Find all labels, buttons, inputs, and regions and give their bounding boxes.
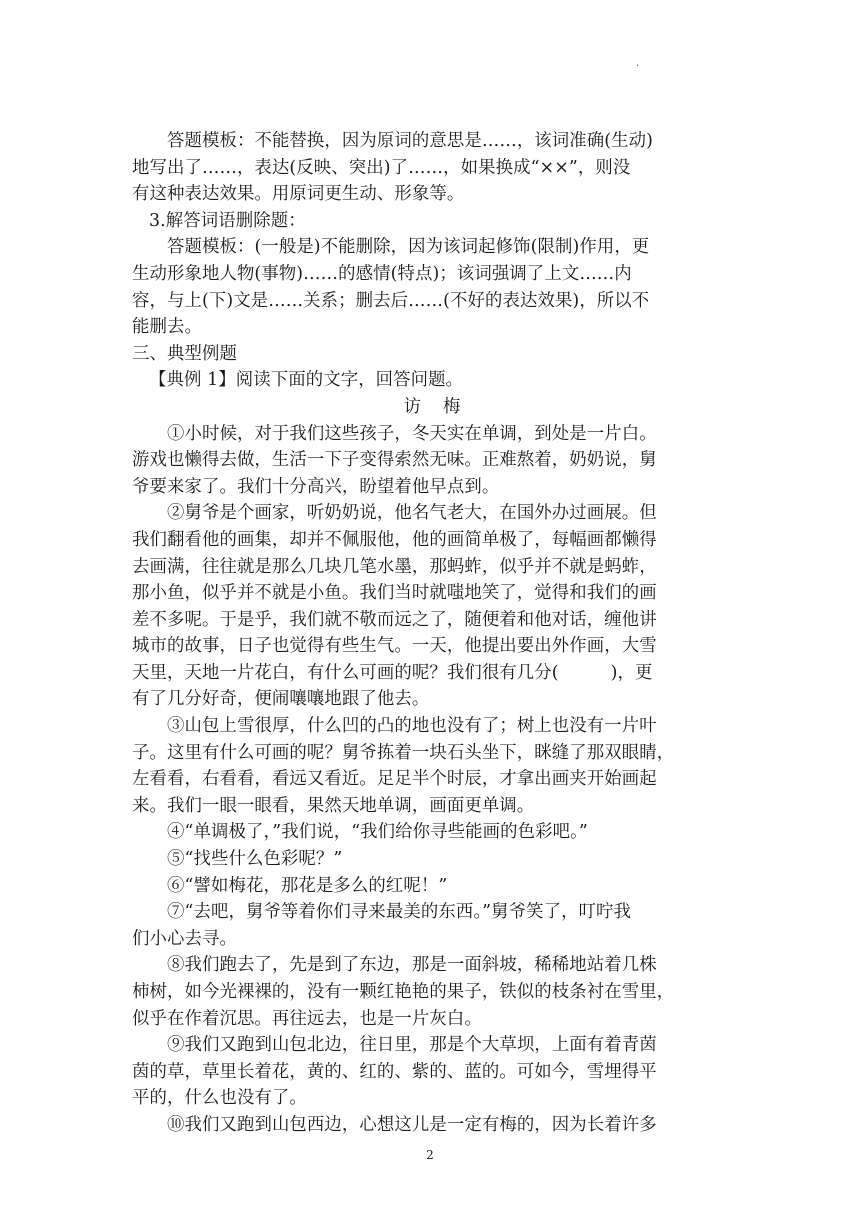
paragraph-line: ⑤“找些什么色彩呢？” bbox=[167, 849, 343, 870]
paragraph-line: ⑥“譬如梅花，那花是多么的红呢！” bbox=[167, 875, 448, 896]
page-number: 2 bbox=[426, 1148, 434, 1162]
paragraph-line: ③山包上雪很厚，什么凹的凸的地也没有了；树上也没有一片叶 bbox=[167, 716, 657, 737]
paragraph-line: 我们翻看他的画集，却并不佩服他，他的画简单极了，每幅画都懒得 bbox=[132, 529, 657, 550]
paragraph-line: 茵的草，草里长着花，黄的、红的、紫的、蓝的。可如今，雪埋得平 bbox=[132, 1061, 657, 1082]
paragraph-line: 左看看，右看看，看远又看近。足足半个时辰，才拿出画夹开始画起 bbox=[132, 769, 657, 790]
article-title-char: 访 bbox=[403, 396, 421, 417]
paragraph-line: 有了几分好奇，便闹嚷嚷地跟了他去。 bbox=[132, 689, 430, 710]
paragraph-line: 地写出了……，表达(反映、突出)了……，如果换成“××”，则没 bbox=[132, 157, 631, 178]
paragraph-line: ⑨我们又跑到山包北边，往日里，那是个大草坝，上面有着青茵 bbox=[167, 1035, 657, 1056]
paragraph-line: 去画满，往往就是那么几块几笔水墨，那蚂蚱，似乎并不就是蚂蚱， bbox=[132, 556, 657, 577]
paragraph-line: 们小心去寻。 bbox=[132, 928, 237, 949]
paragraph-text: )，更 bbox=[610, 662, 653, 683]
paragraph-line: 似乎在作着沉思。再往远去，也是一片灰白。 bbox=[132, 1008, 482, 1029]
paragraph-line: ⑧我们跑去了，先是到了东边，那是一面斜坡，稀稀地站着几株 bbox=[167, 955, 657, 976]
paragraph-line: 子。这里有什么可画的呢？舅爷拣着一块石头坐下，眯缝了那双眼睛， bbox=[132, 742, 675, 763]
paragraph-line: 生动形象地人物(事物)……的感情(特点)；该词强调了上文……内 bbox=[132, 263, 632, 284]
paragraph-line: 柿树，如今光裸裸的，没有一颗红艳艳的果子，铁似的枝条衬在雪里， bbox=[132, 982, 675, 1002]
section-subheading: 3.解答词语删除题： bbox=[149, 210, 306, 231]
paragraph-line: ⑦“去吧，舅爷等着你们寻来最美的东西。”舅爷笑了，叮咛我 bbox=[167, 902, 632, 923]
paragraph-line: ⑩我们又跑到山包西边，心想这儿是一定有梅的，因为长着许多 bbox=[167, 1114, 657, 1135]
paragraph-line bbox=[132, 660, 732, 687]
corner-mark: . bbox=[636, 58, 640, 69]
paragraph-line: ②舅爷是个画家，听奶奶说，他名气老大，在国外办过画展。但 bbox=[167, 503, 657, 524]
document-body bbox=[132, 128, 732, 1139]
article-title-char: 梅 bbox=[443, 396, 461, 417]
paragraph-line: 有这种表达效果。用原词更生动、形象等。 bbox=[132, 184, 465, 205]
article-title bbox=[132, 394, 732, 421]
paragraph-line: 容，与上(下)文是……关系；删去后……(不好的表达效果)，所以不 bbox=[132, 290, 650, 311]
paragraph-text: 天里，天地一片花白，有什么可画的呢？我们很有几分( bbox=[132, 662, 559, 683]
paragraph-line: 来。我们一眼一眼看，果然天地单调，画面更单调。 bbox=[132, 795, 535, 816]
paragraph-line: 能删去。 bbox=[132, 317, 202, 338]
example-heading: 【典例 1】阅读下面的文字，回答问题。 bbox=[149, 370, 464, 391]
paragraph-line: 平的，什么也没有了。 bbox=[132, 1088, 307, 1109]
paragraph-line: 差不多呢。于是乎，我们就不敬而远之了，随便着和他对话，缠他讲 bbox=[132, 609, 657, 630]
paragraph-line: 城市的故事，日子也觉得有些生气。一天，他提出要出外作画，大雪 bbox=[132, 636, 657, 657]
paragraph-line: 答题模板：(一般是)不能删除，因为该词起修饰(限制)作用，更 bbox=[167, 237, 650, 258]
paragraph-line: ①小时候，对于我们这些孩子，冬天实在单调，到处是一片白。 bbox=[167, 423, 657, 444]
paragraph-line: 答题模板：不能替换，因为原词的意思是……，该词准确(生动) bbox=[167, 131, 654, 151]
section-heading: 三、典型例题 bbox=[132, 343, 237, 364]
paragraph-line: 游戏也懒得去做，生活一下子变得索然无味。正难熬着，奶奶说，舅 bbox=[132, 450, 657, 471]
paragraph-line: 爷要来家了。我们十分高兴，盼望着他早点到。 bbox=[132, 476, 500, 497]
paragraph-line: ④“单调极了，”我们说，“我们给你寻些能画的色彩吧。” bbox=[167, 822, 588, 843]
paragraph-line: 那小鱼，似乎并不就是小鱼。我们当时就嗤地笑了，觉得和我们的画 bbox=[132, 583, 657, 604]
